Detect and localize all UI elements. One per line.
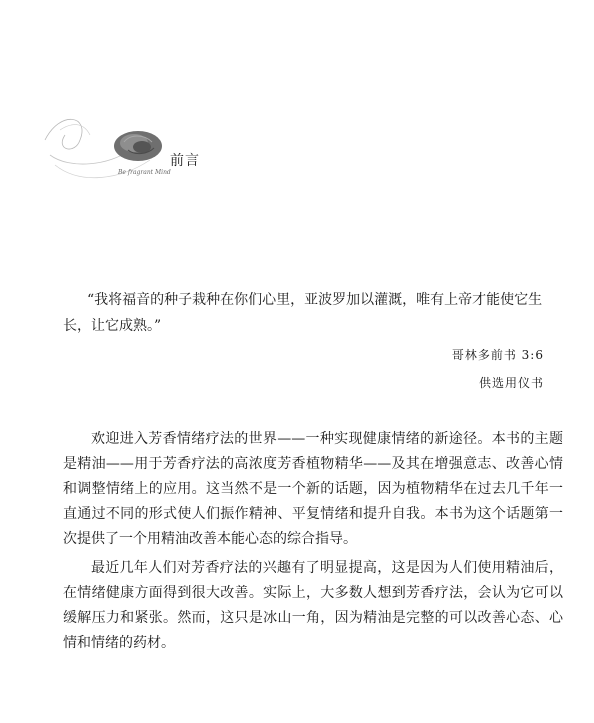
body-paragraph: 欢迎进入芳香情绪疗法的世界——一种实现健康情绪的新途径。本书的主题是精油——用于芳香疗法的高浓度芳香植物精华——及其在增强意志、改善心情和调整情绪上的应用。这当然不是一个新的话题，因为植物精华在过去几千年一直通过不同的形式使人们振作精神、平复情绪和提升自我。本书为这个话题第一次提供了一个用精油改善本能心态的综合指导。	[63, 431, 563, 547]
ornament-script: Be fragrant Mind	[118, 169, 171, 176]
epigraph-attribution: 供选用仪书	[478, 376, 544, 390]
body-paragraph: 最近几年人们对芳香疗法的兴趣有了明显提高，这是因为人们使用精油后，在情绪健康方面得到很大改善。实际上，大多数人想到芳香疗法，会认为它可以缓解压力和紧张。然而，这只是冰山一角，因为精油是完整的可以改善心态、心情和情绪的药材。	[63, 560, 563, 651]
page-title: 前言	[170, 153, 200, 169]
epigraph-quote: “我将福音的种子栽种在你们心里，亚波罗加以灌溉，唯有上帝才能使它生长，让它成熟。”	[63, 292, 543, 334]
body-text	[63, 427, 563, 660]
epigraph-reference: 哥林多前书 3:6	[451, 348, 544, 362]
rose-ornament-icon	[40, 110, 180, 190]
